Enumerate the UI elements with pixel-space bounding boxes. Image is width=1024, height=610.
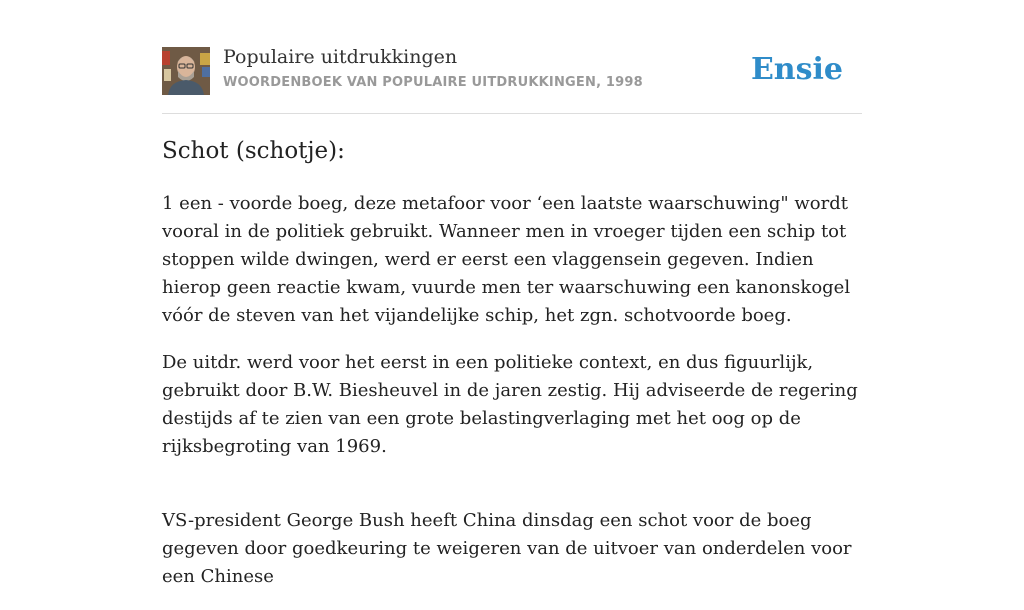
entry-header xyxy=(162,46,862,114)
definition-paragraph: VS-president George Bush heeft China dinsdag een schot voor de boeg gegeven door goedkeuring te weigeren van de uitvoer van onderdelen voor een Chinese xyxy=(162,510,852,587)
entry-card xyxy=(162,46,862,587)
author-name[interactable]: Populaire uitdrukkingen xyxy=(223,46,458,68)
author-source: WOORDENBOEK VAN POPULAIRE UITDRUKKINGEN, 1998 xyxy=(223,75,643,90)
ensie-logo-link[interactable]: Ensie xyxy=(750,52,843,87)
entry-term: Schot (schotje): xyxy=(162,138,345,164)
author-avatar[interactable] xyxy=(162,47,210,95)
definition-paragraph: 1 een - voorde boeg, deze metafoor voor ‘een laatste waarschuwing" wordt vooral in de politiek gebruikt. Wanneer men in vroeger tijden een schip tot stoppen wilde dwingen, werd er eerst een vlaggensein gegeven. Indien hierop geen reactie kwam, vuurde men ter waarschuwing een kanonskogel vóór de steven van het vijandelijke schip, het zgn. schotvoorde boeg. xyxy=(162,193,851,326)
entry-definition xyxy=(162,190,862,610)
author-photo-icon xyxy=(162,47,210,95)
definition-paragraph: De uitdr. werd voor het eerst in een politieke context, en dus figuurlijk, gebruikt door B.W. Biesheuvel in de jaren zestig. Hij adviseerde de regering destijds af te zien van een grote belastingverlaging met het oog op de rijksbegroting van 1969. xyxy=(162,352,858,457)
